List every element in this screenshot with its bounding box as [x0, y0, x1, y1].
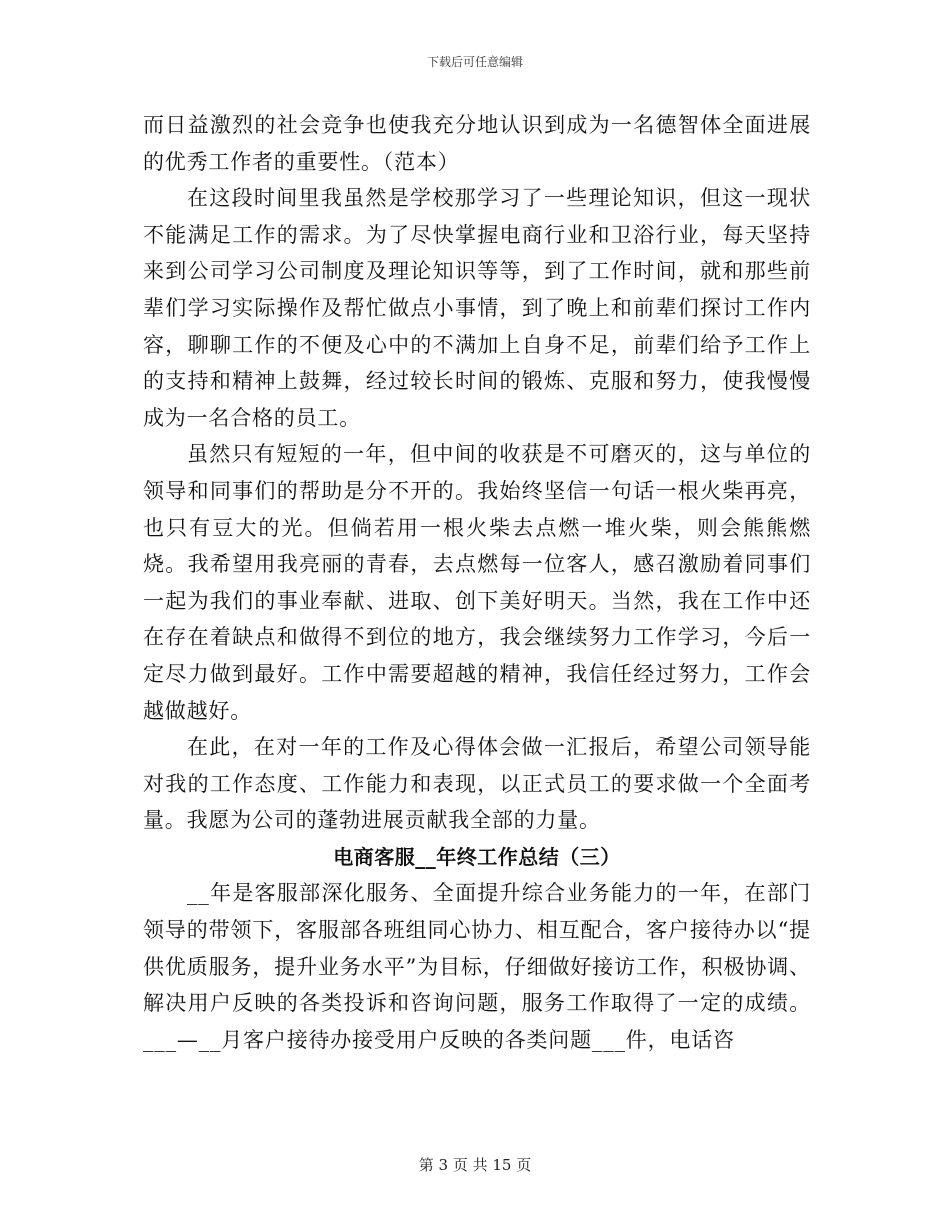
- paragraph: 而日益激烈的社会竞争也使我充分地认识到成为一名德智体全面进展的优秀工作者的重要性。（范本）: [143, 113, 811, 174]
- paragraph: 在这段时间里我虽然是学校那学习了一些理论知识，但这一现状不能满足工作的需求。为了尽快掌握电商行业和卫浴行业，每天坚持来到公司学习公司制度及理论知识等等，到了工作时间，就和那些前辈们学习实际操作及帮忙做点小事情，到了晚上和前辈们探讨工作内容，聊聊工作的不便及心中的不满加上自身不足，前辈们给予工作上的支持和精神上鼓舞，经过较长时间的锻炼、克服和努力，使我慢慢成为一名合格的员工。: [143, 186, 811, 430]
- paragraph: 虽然只有短短的一年，但中间的收获是不可磨灭的，这与单位的领导和同事们的帮助是分不开的。我始终坚信一句话一根火柴再亮，也只有豆大的光。但倘若用一根火柴去点燃一堆火柴，则会熊熊燃烧。我希望用我亮丽的青春，去点燃每一位客人，感召激励着同事们一起为我们的事业奉献、进取、创下美好明天。当然，我在工作中还在存在着缺点和做得不到位的地方，我会继续努力工作学习，今后一定尽力做到最好。工作中需要超越的精神，我信任经过努力，工作会越做越好。: [143, 442, 811, 723]
- paragraph: 在此，在对一年的工作及心得体会做一汇报后，希望公司领导能对我的工作态度、工作能力和表现，以正式员工的要求做一个全面考量。我愿为公司的蓬勃进展贡献我全部的力量。: [143, 735, 811, 833]
- section-title: 电商客服__年终工作总结（三）: [333, 844, 621, 869]
- page-footer: 第 3 页 共 15 页: [418, 1156, 532, 1174]
- paragraph: __年是客服部深化服务、全面提升综合业务能力的一年，在部门领导的带领下，客服部各班组同心协力、相互配合，客户接待办以“提供优质服务，提升业务水平”为目标，仔细做好接访工作，积极协调、解决用户反映的各类投诉和咨询问题，服务工作取得了一定的成绩。___—__月客户接待办接受用户反映的各类问题___件，电话咨: [143, 881, 811, 1052]
- document-body: [143, 107, 811, 1058]
- page-header: 下载后可任意编辑: [426, 55, 523, 69]
